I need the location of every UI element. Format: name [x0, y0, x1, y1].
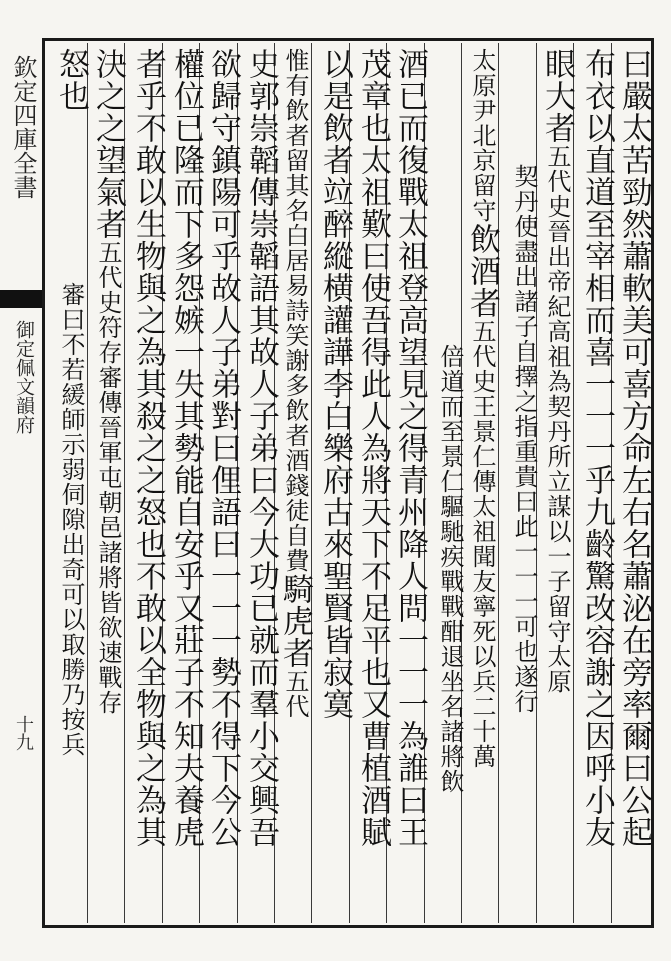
text-column: [502, 48, 542, 916]
fish-tail-mark: [0, 290, 42, 308]
text-column: [353, 48, 393, 916]
column-text: 曰嚴太苦勁然蕭軟美可喜方命左右名蕭泌在旁率爾曰公起: [616, 48, 652, 848]
column-text: 五代史晉出帝紀高祖為契丹所立謀以一子留守太原: [543, 144, 571, 694]
column-text: 惟有飲者留其名白居易詩笑謝多飲者酒錢徒自費: [281, 48, 309, 573]
column-text: 五代史符存審傳晉軍屯朝邑諸將皆欲速戰存: [94, 240, 122, 715]
column-text: 布衣以直道至宰相而喜一一一乎九齡驚改容謝之因呼小友: [579, 48, 615, 848]
page-margin: [0, 0, 44, 961]
column-text: 太原尹北京留守: [468, 48, 496, 223]
column-text: 五代: [281, 669, 309, 719]
column-text: 決之之: [90, 48, 126, 144]
text-column: [540, 48, 580, 916]
entry-heading: 騎虎者: [277, 573, 313, 669]
text-column: [428, 48, 468, 916]
text-column: [315, 48, 355, 916]
column-text: 契丹使盡出諸子自擇之指重貴曰此一一一可也遂行: [510, 164, 538, 714]
text-column: [54, 48, 94, 916]
text-column: [614, 48, 654, 916]
column-text: 者乎不敢以生物與之為其殺之之怒也不敢以全物與之為其: [130, 48, 166, 848]
column-text: 權位已隆而下多怨嫉一失其勢能自安乎又莊子不知夫養虎: [168, 48, 204, 848]
column-text: 酒已而復戰太祖登高望見之得青州降人問一一一為誰曰王: [392, 48, 428, 848]
text-column: [91, 48, 131, 916]
column-text: 倍道而至景仁驅馳疾戰戰酣退坐名諸將飲: [436, 344, 464, 794]
book-subtitle: 御定佩文韻府: [13, 320, 35, 434]
column-text: 審曰不若緩師示弱伺隙出奇可以取勝乃按兵: [57, 282, 85, 757]
column-text: 以是飲者竝醉縱横讙譁李白樂府古來聖賢皆寂寞: [317, 48, 353, 720]
page-number: 十九: [13, 715, 34, 751]
entry-heading: 望氣者: [90, 144, 126, 240]
text-column: [128, 48, 168, 916]
entry-heading: 眼大者: [539, 48, 575, 144]
text-column: [166, 48, 206, 916]
text-column: [203, 48, 243, 916]
text-column: [465, 48, 505, 916]
column-text: 史郭崇韜傳崇韜語其故人子弟曰今大功已就而羣小交興吾: [243, 48, 279, 848]
text-column: [390, 48, 430, 916]
text-column: [577, 48, 617, 916]
text-column: [241, 48, 281, 916]
entry-heading: 飲酒者: [464, 223, 500, 319]
column-text: 五代史王景仁傳太祖聞友寧死以兵二十萬: [468, 319, 496, 769]
column-text: 茂章也太祖歎曰使吾得此人為將天下不足平也又曹植酒賦: [355, 48, 391, 848]
book-title: 欽定四庫全書: [9, 55, 37, 199]
text-column: [278, 48, 318, 916]
column-text: 欲歸守鎮陽可乎故人子弟對曰俚語曰一一一勢不得下今公: [205, 48, 241, 848]
column-text: 怒也: [53, 48, 89, 112]
